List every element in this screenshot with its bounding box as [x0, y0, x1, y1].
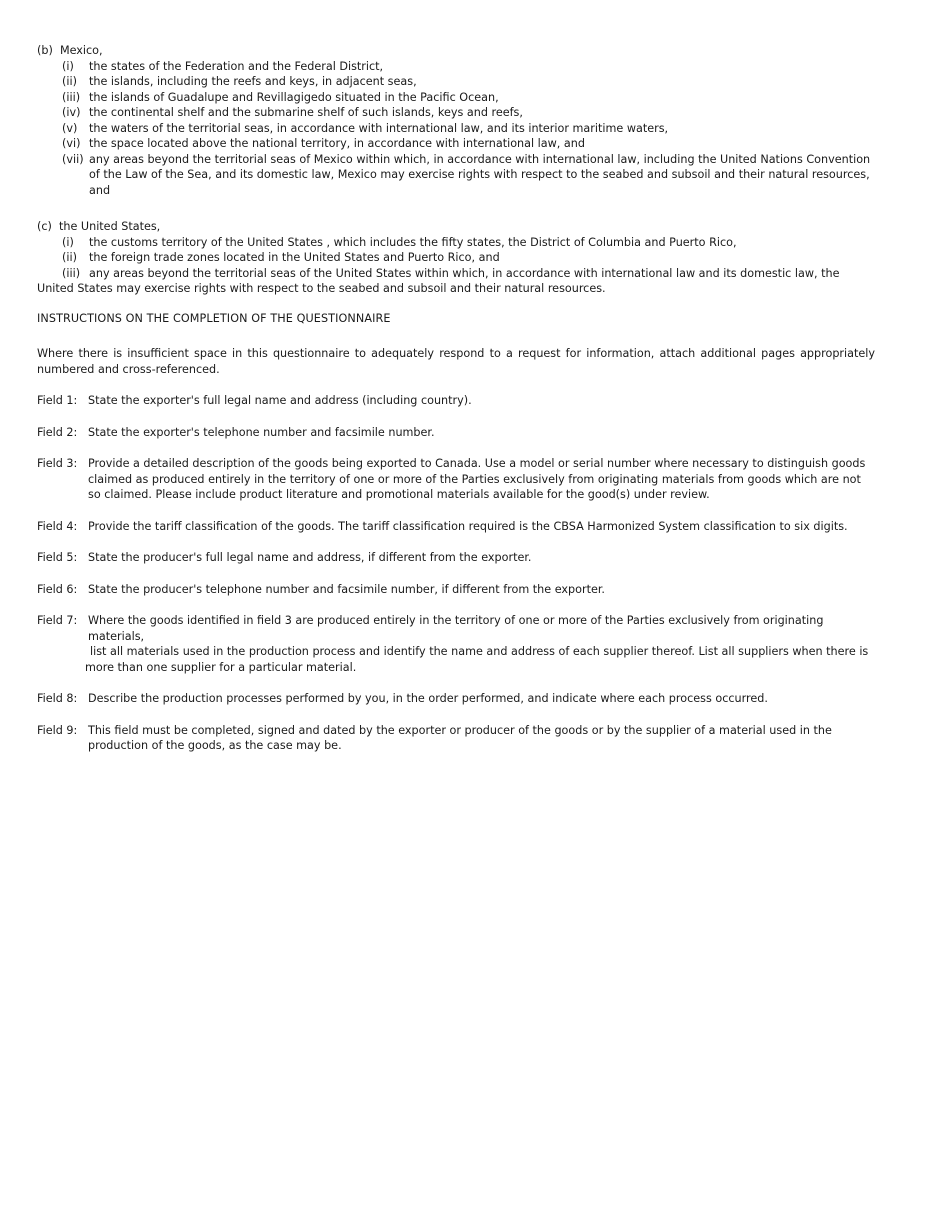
field-instruction-3: [37, 456, 875, 503]
document-page: [37, 43, 875, 754]
list-item: [37, 250, 875, 266]
field-instruction-4: [37, 519, 875, 535]
field-text: State the producer's full legal name and address, if different from the exporter.: [88, 551, 532, 564]
list-item-text-continued: United States may exercise rights with respect to the seabed and subsoil and their natural resources.: [37, 282, 606, 295]
list-item: [37, 136, 875, 152]
field-label: Field 3:: [37, 457, 78, 470]
list-item-text: the customs territory of the United States , which includes the fifty states, the District of Columbia and Puerto Rico,: [89, 235, 737, 249]
section-heading-united-states: (c) the United States,: [37, 220, 161, 233]
field-label: Field 9:: [37, 723, 78, 737]
list-item-number: (iii): [62, 266, 81, 280]
list-item-number: (iv): [62, 106, 81, 119]
field-instruction-9: [37, 723, 875, 754]
list-item-number: (ii): [62, 251, 77, 264]
list-item-number: (i): [62, 235, 74, 249]
list-item: [37, 90, 875, 106]
field-label: Field 8:: [37, 692, 78, 705]
list-item-number: (v): [62, 121, 78, 135]
list-item-text: the continental shelf and the submarine shelf of such islands, keys and reefs,: [89, 106, 523, 119]
list-item: [37, 152, 875, 199]
list-item-number: (iii): [62, 90, 81, 104]
field-text: State the exporter's full legal name and address (including country).: [88, 394, 472, 407]
field-text: Where the goods identified in field 3 are produced entirely in the territory of one or more of the Parties exclusively from originating materials,: [88, 614, 824, 643]
list-item-text: any areas beyond the territorial seas of the United States within which, in accordance with international law and its domestic law, the: [89, 266, 840, 280]
field-text: This field must be completed, signed and dated by the exporter or producer of the goods or by the supplier of a material used in the production of the goods, as the case may be.: [88, 723, 832, 752]
section-heading-mexico: (b) Mexico,: [37, 44, 103, 57]
field-instruction-5: [37, 550, 875, 566]
list-item: [37, 59, 875, 75]
section-united-states: [37, 219, 875, 297]
field-text: Provide a detailed description of the goods being exported to Canada. Use a model or serial number where necessary to distinguish goods claimed as produced entirely in the territory of one or more of the Parties exclusively from originating materials from goods which are not so claimed. Please include product literature and promotional materials available for the good(s) under review.: [88, 457, 866, 501]
list-item-text: any areas beyond the territorial seas of Mexico within which, in accordance with international law, including the United Nations Convention of the Law of the Sea, and its domestic law, Mexico may exercise rights with respect to the seabed and subsoil and their natural resources, and: [89, 152, 871, 197]
field-instruction-6: [37, 582, 875, 598]
list-item: [37, 121, 875, 137]
field-text: Describe the production processes performed by you, in the order performed, and indicate where each process occurred.: [88, 692, 768, 705]
field-instruction-1: [37, 393, 875, 409]
field-label: Field 2:: [37, 425, 78, 439]
field-instruction-2: [37, 425, 875, 441]
list-item-text: the space located above the national territory, in accordance with international law, and: [89, 137, 585, 150]
list-item: [37, 74, 875, 90]
list-item-text: the foreign trade zones located in the United States and Puerto Rico, and: [89, 251, 500, 264]
field-instruction-7: [37, 613, 875, 675]
field-text: State the producer's telephone number and facsimile number, if different from the exporter.: [88, 582, 605, 596]
instructions-heading: INSTRUCTIONS ON THE COMPLETION OF THE QUESTIONNAIRE: [37, 311, 391, 325]
field-text: State the exporter's telephone number and facsimile number.: [88, 425, 435, 439]
list-item-text: the islands, including the reefs and keys, in adjacent seas,: [89, 75, 417, 88]
field-text-continued: list all materials used in the production process and identify the name and address of each supplier thereof. List all suppliers when there is: [90, 645, 869, 658]
list-item: [37, 266, 875, 297]
list-item-number: (ii): [62, 75, 77, 88]
field-label: Field 7:: [37, 614, 78, 627]
field-label: Field 1:: [37, 394, 78, 407]
field-label: Field 6:: [37, 582, 78, 596]
list-item-number: (vii): [62, 152, 84, 166]
field-text-continued: more than one supplier for a particular material.: [85, 660, 357, 674]
field-label: Field 4:: [37, 519, 78, 533]
list-item-text: the states of the Federation and the Federal District,: [89, 59, 384, 73]
list-item-number: (vi): [62, 137, 81, 150]
list-item-text: the waters of the territorial seas, in accordance with international law, and its interior maritime waters,: [89, 121, 669, 135]
list-item-number: (i): [62, 59, 74, 73]
instructions-intro: Where there is insufficient space in this questionnaire to adequately respond to a request for information, attach additional pages appropriately numbered and cross-referenced.: [37, 347, 875, 376]
field-label: Field 5:: [37, 551, 78, 564]
field-text: Provide the tariff classification of the goods. The tariff classification required is the CBSA Harmonized System classification to six digits.: [88, 519, 848, 533]
field-instruction-8: [37, 691, 875, 707]
list-item-text: the islands of Guadalupe and Revillagigedo situated in the Pacific Ocean,: [89, 90, 499, 104]
list-item: [37, 105, 875, 121]
section-mexico: [37, 43, 875, 198]
list-item: [37, 235, 875, 251]
